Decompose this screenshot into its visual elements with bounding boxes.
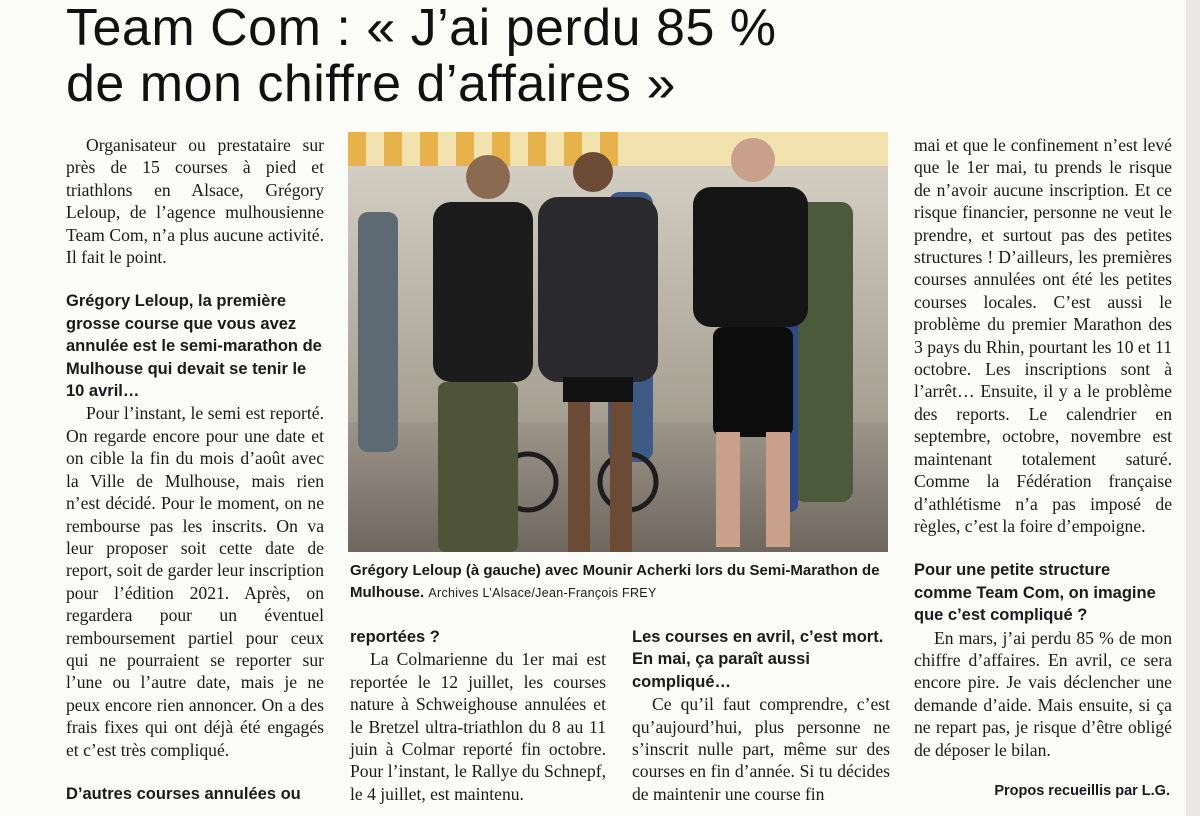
answer-3-continued: mai et que le confinement n’est levé que le 1er mai, tu prends le risque de n’avoir aucune inscription. Et ce risque financier, personne ne veut le prendre, et surtout pas des petites structures ! D’ailleurs, les premières courses annulées ont été les petites courses locales. C’est aussi le problème du premier Marathon des 3 pays du Rhin, pourtant les 10 et 11 octobre. Les inscriptions sont à l’arrêt… Ensuite, il y a le problème des reports. Le calendrier en septembre, octobre, novembre est maintenant totalement saturé. Comme la Fédération française d’athlétisme n’a pas imposé de règles, c’est la foire d’empoigne. [914, 135, 1172, 536]
question-3: Les courses en avril, c’est mort. En mai, ça paraît aussi compliqué… [632, 628, 884, 691]
headline-line-1: Team Com : « J’ai perdu 85 % [66, 0, 777, 57]
answer-3: Ce qu’il faut comprendre, c’est qu’aujourd’hui, plus personne ne s’inscrit nulle part, même sur des courses en fin d’année. Si tu décides de maintenir une course fin [632, 694, 890, 804]
page-edge [1186, 0, 1200, 816]
column-1 [66, 134, 324, 805]
question-2-start: D’autres courses annulées ou [66, 784, 301, 803]
question-1: Grégory Leloup, la première grosse course que vous avez annulée est le semi-marathon de Mulhouse qui devait se tenir le 10 avril… [66, 292, 322, 401]
author-signature: Propos recueillis par L.G. [994, 783, 1170, 799]
photo-credit: Archives L’Alsace/Jean-François FREY [428, 586, 657, 600]
caption-text: Grégory Leloup (à gauche) avec Mounir Acherki lors du Semi-Marathon de Mulhouse. [350, 562, 880, 601]
column-3 [632, 626, 890, 805]
answer-1: Pour l’instant, le semi est reporté. On regarde encore pour une date et on cible la fin du mois d’août avec la Ville de Mulhouse, mais rien n’est décidé. Pour le moment, on ne rembourse pas les inscrits. On va leur proposer soit cette date de report, soit de garder leur inscription pour l’édition 2021. Après, on regardera pour un éventuel remboursement partiel pour ceux qui ne pourraient se reporter sur l’une ou l’autre date, mais je ne peux encore rien annoncer. On a des frais fixes qui ont déjà été engagés et c’est très compliqué. [66, 403, 324, 760]
photo-caption [350, 560, 890, 604]
article-photo [348, 132, 888, 552]
article-headline [66, 0, 1166, 112]
answer-4: En mars, j’ai perdu 85 % de mon chiffre d’affaires. En avril, ce sera encore pire. Je vais déclencher une demande d’aide. Mais ensuite, si ça ne repart pas, je risque d’être obligé de déposer le bilan. [914, 627, 1172, 760]
column-4 [914, 134, 1172, 761]
question-4: Pour une petite structure comme Team Com, on imagine que c’est compliqué ? [914, 561, 1156, 625]
answer-2: La Colmarienne du 1er mai est reportée le 12 juillet, les courses nature à Schweighouse annulées et le Bretzel ultra-triathlon du 8 au 11 juin à Colmar reporté fin octobre. Pour l’instant, le Rallye du Schnepf, le 4 juillet, est maintenu. [350, 649, 606, 804]
question-2-end: reportées ? [350, 628, 440, 646]
intro-paragraph: Organisateur ou prestataire sur près de 15 courses à pied et triathlons en Alsace, Grégory Leloup, de l’agence mulhousienne Team Com, n’a plus aucune activité. Il fait le point. [66, 135, 324, 268]
headline-line-2: de mon chiffre d’affaires » [66, 55, 676, 113]
column-2 [350, 626, 606, 805]
